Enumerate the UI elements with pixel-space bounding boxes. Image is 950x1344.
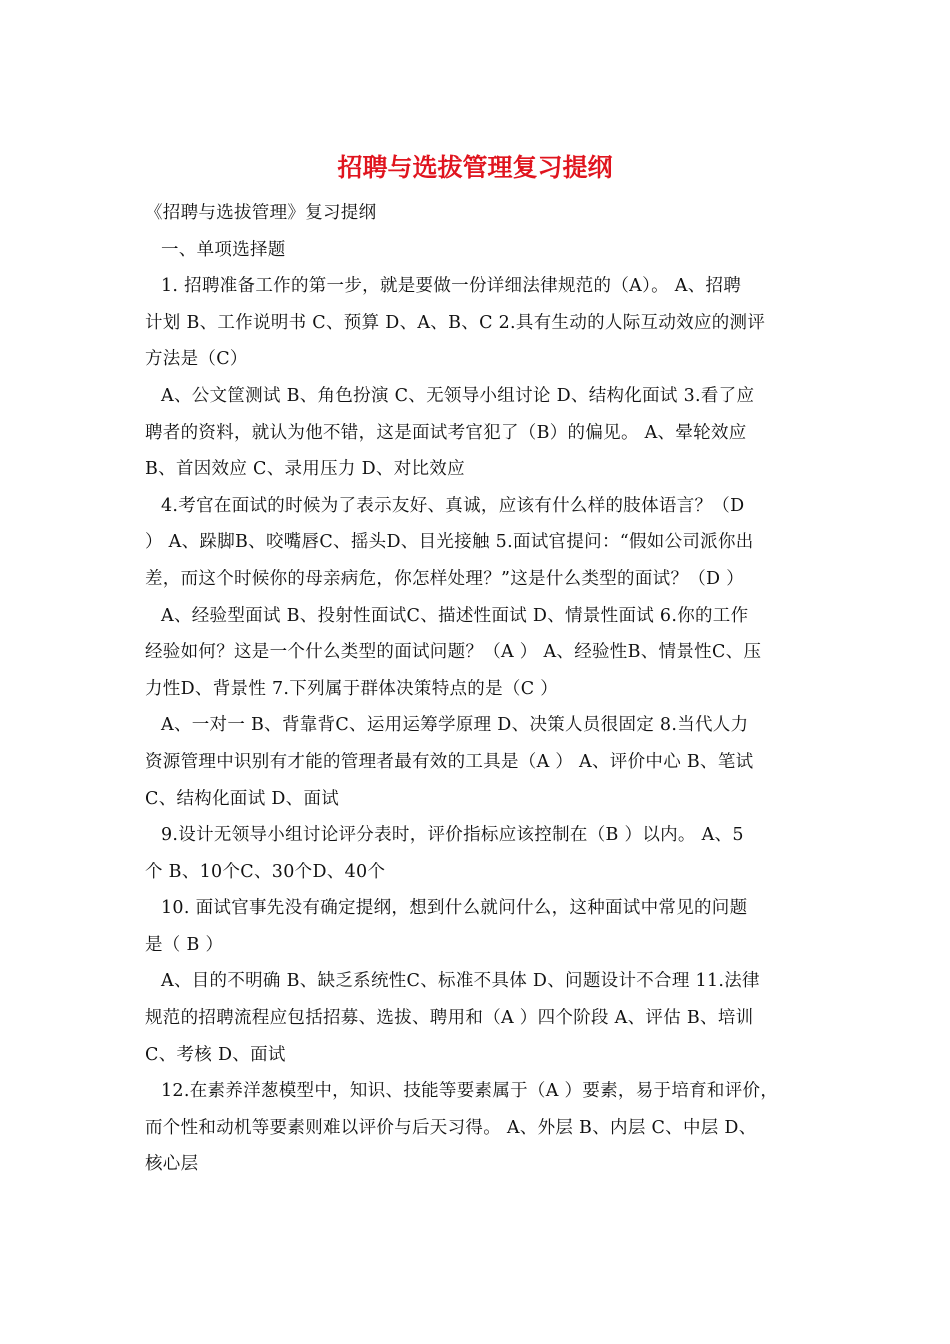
text-line: B、首因效应 C、录用压力 D、对比效应	[145, 459, 465, 480]
text-line: A、一对一 B、背靠背C、运用运筹学原理 D、决策人员很固定 8.当代人力	[161, 715, 749, 736]
text-line: A、经验型面试 B、投射性面试C、描述性面试 D、情景性面试 6.你的工作	[161, 605, 749, 626]
text-line: 核心层	[145, 1154, 199, 1175]
text-line: 4.考官在面试的时候为了表示友好、真诚，应该有什么样的肢体语言？（D	[161, 495, 745, 516]
text-line: C、结构化面试 D、面试	[145, 788, 340, 809]
text-line: 计划 B、工作说明书 C、预算 D、A、B、C 2.具有生动的人际互动效应的测评	[145, 312, 766, 333]
text-line: 差，而这个时候你的母亲病危，你怎样处理？”这是什么类型的面试？（D ）	[145, 568, 745, 589]
text-line: ） A、跺脚B、咬嘴唇C、摇头D、目光接触 5.面试官提问：“假如公司派你出	[145, 532, 754, 553]
text-line: 资源管理中识别有才能的管理者最有效的工具是（A ） A、评价中心 B、笔试	[145, 751, 754, 772]
text-line: 1. 招聘准备工作的第一步，就是要做一份详细法律规范的（A）。 A、招聘	[161, 276, 742, 297]
text-line: A、目的不明确 B、缺乏系统性C、标准不具体 D、问题设计不合理 11.法律	[161, 971, 760, 992]
text-line: 9.设计无领导小组讨论评分表时，评价指标应该控制在（B ）以内。 A、5	[161, 825, 744, 846]
text-line: C、考核 D、面试	[145, 1044, 286, 1065]
text-line: 个 B、10个C、30个D、40个	[145, 861, 386, 882]
text-line: 方法是（C）	[145, 349, 248, 370]
text-line: 力性D、背景性 7.下列属于群体决策特点的是（C ）	[145, 678, 559, 699]
text-line: 《招聘与选拔管理》复习提纲	[145, 203, 377, 223]
text-line: 聘者的资料，就认为他不错，这是面试考官犯了（B）的偏见。 A、晕轮效应	[145, 422, 747, 443]
text-line: 规范的招聘流程应包括招募、选拔、聘用和（A ）四个阶段 A、评估 B、培训	[145, 1008, 754, 1029]
text-line: 10. 面试官事先没有确定提纲，想到什么就问什么，这种面试中常见的问题	[161, 898, 748, 919]
document-title: 招聘与选拔管理复习提纲	[337, 153, 613, 182]
text-line: 12.在素养洋葱模型中，知识、技能等要素属于（A ）要素，易于培育和评价，	[161, 1081, 779, 1102]
text-line: 经验如何？这是一个什么类型的面试问题？（A ） A、经验性B、情景性C、压	[145, 642, 762, 663]
text-line: 而个性和动机等要素则难以评价与后天习得。 A、外层 B、内层 C、中层 D、	[145, 1117, 757, 1138]
document-body	[145, 195, 810, 1183]
section-heading: 一、单项选择题	[161, 239, 286, 260]
text-line: 是（ B ）	[145, 934, 224, 955]
text-line: A、公文筐测试 B、角色扮演 C、无领导小组讨论 D、结构化面试 3.看了应	[161, 385, 755, 406]
